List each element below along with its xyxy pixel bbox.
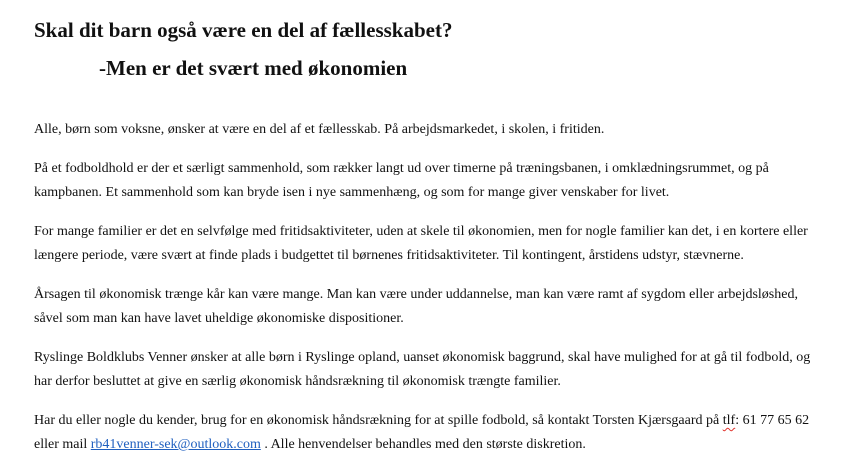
- paragraph-family-budget: For mange familier er det en selvfølge med fritidsaktiviteter, uden at skele til økonomien, men for nogle familier kan det, i en kortere eller længere periode, være svært at finde plads i budgettet til børnenes fritidsaktiviteter. Til kontingent, årstidens udstyr, stævnerne.: [34, 224, 808, 263]
- contact-text-after: . Alle henvendelser behandles med den største diskretion.: [260, 437, 586, 452]
- paragraph-club-offer: Ryslinge Boldklubs Venner ønsker at alle børn i Ryslinge opland, uanset økonomisk baggrund, skal have mulighed for at gå til fodbold, og har derfor besluttet at give en særlig økonomisk håndsrækning til økonomisk trængte familier.: [34, 350, 811, 389]
- document-title: Skal dit barn også være en del af fællesskabet?: [34, 18, 453, 42]
- paragraph-team-spirit: På et fodboldhold er der et særligt sammenhold, som rækker langt ud over timerne på træningsbanen, i omklædningsrummet, og på kampbanen. Et sammenhold som kan bryde isen i nye sammenhæng, og som for mange giver venskaber for livet.: [34, 161, 769, 200]
- paragraph-community: Alle, børn som voksne, ønsker at være en del af et fællesskab. På arbejdsmarkedet, i skolen, i fritiden.: [34, 122, 605, 137]
- contact-text-before: Har du eller nogle du kender, brug for en økonomisk håndsrækning for at spille fodbold, så kontakt Torsten Kjærsgaard på: [34, 413, 723, 428]
- email-link[interactable]: rb41venner-sek@outlook.com: [90, 437, 261, 452]
- paragraph-contact: [34, 409, 826, 457]
- paragraph-reasons: Årsagen til økonomisk trænge kår kan være mange. Man kan være under uddannelse, man kan være ramt af sygdom eller arbejdsløshed, såvel som man kan have lavet uheldige økonomiske dispositioner.: [34, 287, 798, 326]
- contact-phone-text: : 61 77 65 62 eller mail: [34, 413, 810, 452]
- spellcheck-flagged-word[interactable]: tlf: [722, 413, 736, 428]
- document-subtitle: -Men er det svært med økonomien: [99, 56, 408, 80]
